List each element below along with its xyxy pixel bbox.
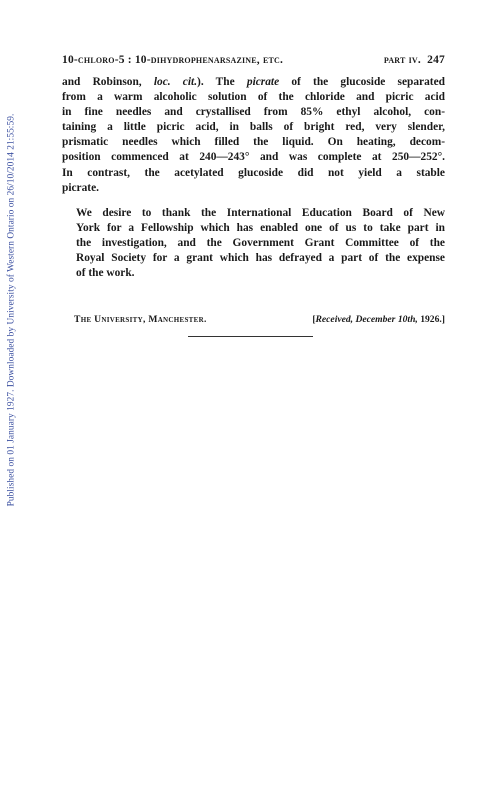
text-line <box>62 135 445 150</box>
running-head-right <box>384 54 445 66</box>
received-label: Received, December 10th, <box>315 314 418 325</box>
text-run: of the glucoside separated <box>279 76 445 88</box>
download-notice <box>4 60 18 560</box>
text-run: picrate. <box>62 181 100 194</box>
received-open: [ <box>312 314 316 325</box>
text-run: loc. cit. <box>153 76 198 88</box>
body-text <box>62 75 445 281</box>
download-notice-text: Published on 01 January 1927. Downloaded by University of Western Ontario on 26/10/2014 21:55:59. <box>6 113 16 507</box>
text-line <box>62 150 445 165</box>
text-run: picrate <box>246 76 280 88</box>
text-line <box>62 75 445 90</box>
text-line: We desire to thank the International Education Board of New <box>76 206 445 219</box>
text-run: ). The <box>197 76 247 88</box>
text-line: Royal Society for a grant which has defrayed a part of the expense <box>76 252 445 265</box>
text-line <box>62 120 445 135</box>
running-head-part: part iv. <box>383 54 421 66</box>
text-line: the investigation, and the Government Grant Committee of the <box>76 236 445 249</box>
text-line: York for a Fellowship which has enabled one of us to take part in <box>76 221 445 234</box>
text-line <box>62 181 445 196</box>
received-year: 1926.] <box>417 314 445 325</box>
paragraph-acknowledgements <box>62 206 445 281</box>
text-run: In contrast, the acetylated glucoside did not yield a stable <box>62 166 445 179</box>
end-rule <box>188 336 313 337</box>
text-line <box>62 105 445 120</box>
text-run: from a warm alcoholic solution of the chloride and picric acid <box>62 91 445 104</box>
text-run: and Robinson, <box>62 76 154 88</box>
text-line <box>62 90 445 105</box>
text-run: position commenced at 240—243° and was complete at 250—252°. <box>62 151 445 164</box>
affiliation-line <box>74 314 445 325</box>
paragraph-picrate <box>62 75 445 196</box>
page-number: 247 <box>427 54 445 66</box>
text-line <box>62 166 445 181</box>
affiliation: The University, Manchester. <box>74 314 207 325</box>
text-run: taining a little picric acid, in balls of bright red, very slender, <box>62 121 445 134</box>
text-run: in fine needles and crystallised from 85% ethyl alcohol, con- <box>62 106 445 119</box>
text-line: of the work. <box>76 267 135 280</box>
running-head-title: 10-chloro-5 : 10-dihydrophenarsazine, etc. <box>62 54 284 66</box>
received-date <box>312 314 445 325</box>
running-head <box>62 54 445 66</box>
text-run: prismatic needles which filled the liquid. On heating, decom- <box>62 136 445 149</box>
